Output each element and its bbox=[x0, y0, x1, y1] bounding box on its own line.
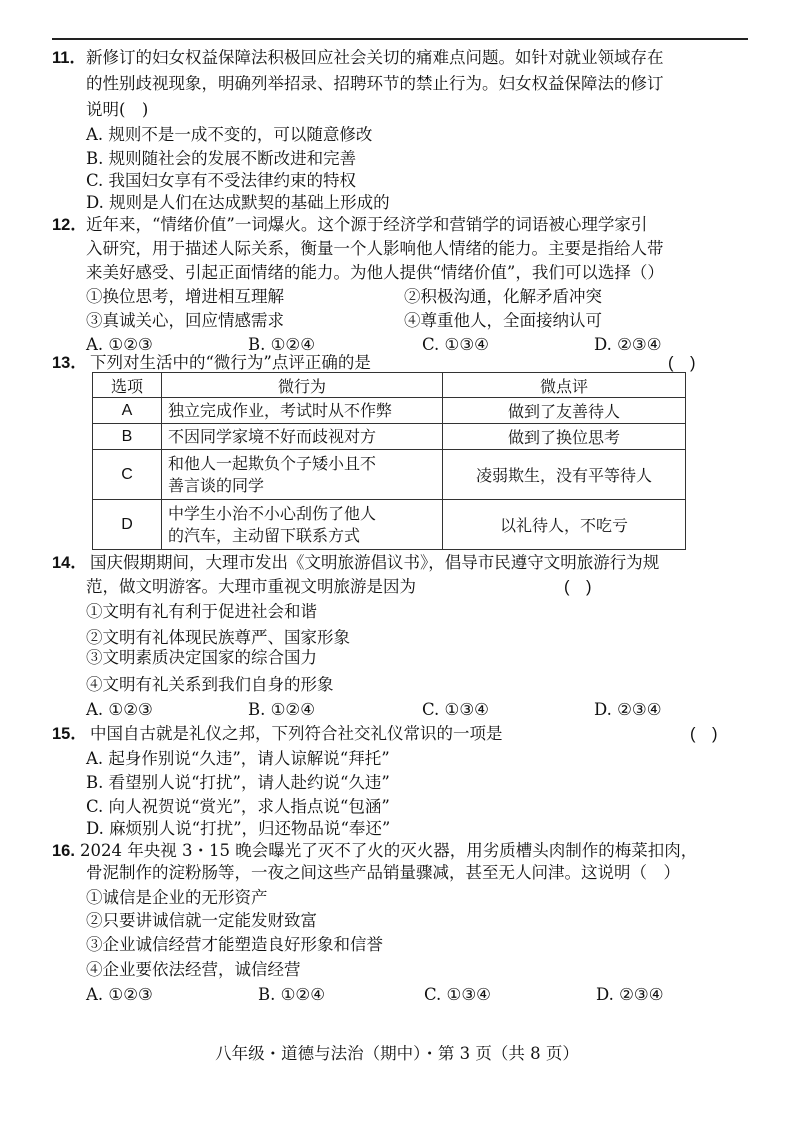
option-d: D. 麻烦别人说“打扰”，归还物品说“奉还” bbox=[86, 819, 391, 838]
statement-item: ②只要讲诚信就一定能发财致富 bbox=[86, 911, 317, 930]
choice-d: D. ②③④ bbox=[596, 985, 664, 1004]
choice-b: B. ①②④ bbox=[248, 335, 315, 354]
row-comment: 做到了换位思考 bbox=[443, 424, 686, 450]
statement-item: ④企业要依法经营，诚信经营 bbox=[86, 960, 301, 979]
choice-b: B. ①②④ bbox=[248, 700, 315, 719]
behavior-table bbox=[92, 372, 686, 550]
row-behavior bbox=[162, 424, 443, 450]
choice-d: D. ②③④ bbox=[594, 335, 662, 354]
behavior-text: 独立完成作业，考试时从不作弊 bbox=[168, 400, 393, 420]
option-c: C. 向人祝贺说“赏光”，求人指点说“包涵” bbox=[86, 797, 390, 816]
question-stem-line: 骨泥制作的淀粉肠等，一夜之间这些产品销量骤减，甚至无人问津。这说明（ ） bbox=[86, 863, 680, 882]
statement-item: ①诚信是企业的无形资产 bbox=[86, 888, 268, 907]
row-behavior bbox=[162, 450, 443, 500]
question-number: 14． bbox=[52, 554, 87, 572]
question-number: 16. bbox=[52, 842, 75, 860]
statement-item: ④文明有礼关系到我们自身的形象 bbox=[86, 675, 334, 694]
table-row bbox=[93, 500, 686, 550]
header-behavior: 微行为 bbox=[162, 373, 443, 398]
question-stem-line: 国庆假期期间，大理市发出《文明旅游倡议书》，倡导市民遵守文明旅游行为规 bbox=[90, 553, 660, 572]
question-stem-line: 近年来，“情绪价值”一词爆火。这个源于经济学和营销学的词语被心理学家引 bbox=[86, 215, 648, 234]
row-behavior bbox=[162, 398, 443, 424]
choice-c: C. ①③④ bbox=[422, 700, 489, 719]
row-comment: 以礼待人，不吃亏 bbox=[443, 500, 686, 550]
statement-item: ④尊重他人，全面接纳认可 bbox=[404, 311, 602, 330]
option-b: B. 看望别人说“打扰”，请人赴约说“久违” bbox=[86, 773, 390, 792]
behavior-text: 中学生小治不小心刮伤了他人 bbox=[168, 503, 377, 523]
statement-item: ②积极沟通，化解矛盾冲突 bbox=[404, 287, 602, 306]
question-stem-line: 新修订的妇女权益保障法积极回应社会关切的痛难点问题。如针对就业领域存在 bbox=[86, 48, 664, 67]
answer-paren: ( ) bbox=[564, 578, 592, 596]
question-stem-line: 入研究，用于描述人际关系，衡量一个人影响他人情绪的能力。主要是指给人带 bbox=[86, 239, 664, 258]
choice-a: A. ①②③ bbox=[86, 985, 153, 1004]
choice-a: A. ①②③ bbox=[86, 335, 153, 354]
choice-b: B. ①②④ bbox=[258, 985, 325, 1004]
question-number: 12． bbox=[52, 216, 87, 234]
row-option: B bbox=[93, 424, 162, 450]
table-row bbox=[93, 424, 686, 450]
choice-c: C. ①③④ bbox=[424, 985, 491, 1004]
behavior-text: 善言谈的同学 bbox=[168, 475, 265, 495]
statement-item: ③文明素质决定国家的综合国力 bbox=[86, 648, 317, 667]
question-number: 13． bbox=[52, 354, 87, 372]
choice-d: D. ②③④ bbox=[594, 700, 662, 719]
behavior-text: 不因同学家境不好而歧视对方 bbox=[168, 426, 377, 446]
answer-paren: ( ) bbox=[690, 725, 718, 743]
statement-item: ②文明有礼体现民族尊严、国家形象 bbox=[86, 628, 350, 647]
option-c: C. 我国妇女享有不受法律约束的特权 bbox=[86, 171, 357, 190]
answer-paren: ( ) bbox=[668, 354, 696, 372]
question-number: 11． bbox=[52, 49, 86, 67]
question-number: 15． bbox=[52, 725, 87, 743]
row-option: A bbox=[93, 398, 162, 424]
option-d: D. 规则是人们在达成默契的基础上形成的 bbox=[86, 193, 390, 212]
header-comment: 微点评 bbox=[443, 373, 686, 398]
row-option: D bbox=[93, 500, 162, 550]
statement-item: ③真诚关心，回应情感需求 bbox=[86, 311, 284, 330]
choice-a: A. ①②③ bbox=[86, 700, 153, 719]
top-rule bbox=[52, 38, 748, 40]
option-a: A. 起身作别说“久违”，请人谅解说“拜托” bbox=[86, 749, 390, 768]
question-stem: 下列对生活中的“微行为”点评正确的是 bbox=[90, 353, 371, 372]
question-stem-line: 来美好感受、引起正面情绪的能力。为他人提供“情绪价值”，我们可以选择（） bbox=[86, 263, 664, 282]
table-row bbox=[93, 398, 686, 424]
option-b: B. 规则随社会的发展不断改进和完善 bbox=[86, 149, 357, 168]
question-stem-line: 2024 年央视 3・15 晚会曝光了灭不了火的灭火器，用劣质槽头肉制作的梅菜扣肉， bbox=[80, 841, 698, 860]
table-header-row bbox=[93, 373, 686, 398]
question-stem: 中国自古就是礼仪之邦，下列符合社交礼仪常识的一项是 bbox=[90, 724, 503, 743]
page-footer: 八年级・道德与法治（期中）・第 3 页（共 8 页） bbox=[215, 1044, 579, 1063]
question-stem-line: 的性别歧视现象，明确列举招录、招聘环节的禁止行为。妇女权益保障法的修订 bbox=[86, 74, 664, 93]
row-behavior bbox=[162, 500, 443, 550]
question-stem-line: 说明( ) bbox=[86, 100, 149, 119]
table-row bbox=[93, 450, 686, 500]
row-comment: 凌弱欺生，没有平等待人 bbox=[443, 450, 686, 500]
question-stem-line: 范，做文明游客。大理市重视文明旅游是因为 bbox=[86, 577, 416, 596]
row-comment: 做到了友善待人 bbox=[443, 398, 686, 424]
behavior-text: 和他人一起欺负个子矮小且不 bbox=[168, 453, 377, 473]
row-option: C bbox=[93, 450, 162, 500]
statement-item: ①文明有礼有利于促进社会和谐 bbox=[86, 602, 317, 621]
behavior-text: 的汽车，主动留下联系方式 bbox=[168, 525, 361, 545]
option-a: A. 规则不是一成不变的，可以随意修改 bbox=[86, 125, 373, 144]
header-option: 选项 bbox=[93, 373, 162, 398]
statement-item: ①换位思考，增进相互理解 bbox=[86, 287, 284, 306]
statement-item: ③企业诚信经营才能塑造良好形象和信誉 bbox=[86, 935, 383, 954]
choice-c: C. ①③④ bbox=[422, 335, 489, 354]
